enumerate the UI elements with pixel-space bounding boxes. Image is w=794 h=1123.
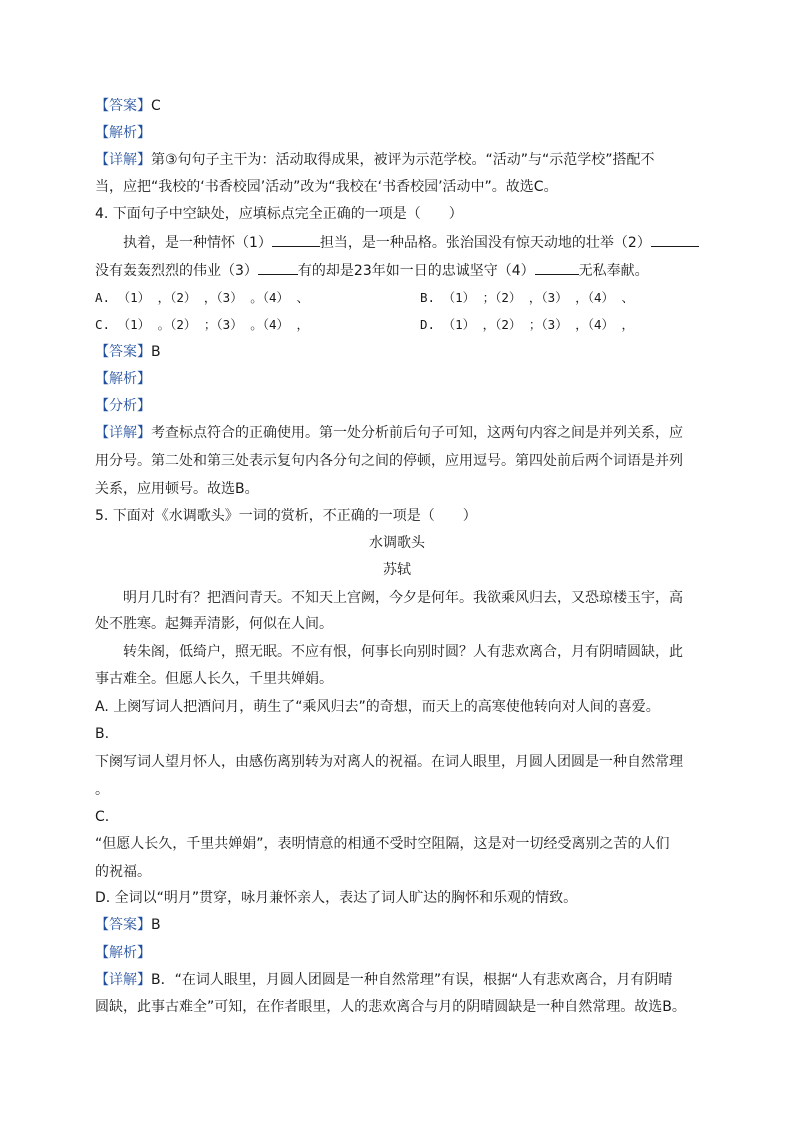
q4-answer-line (95, 342, 161, 362)
q4-analysis-tag: 【解析】 (95, 371, 151, 387)
answer-value: C (151, 98, 161, 114)
fill-blank (651, 232, 699, 247)
poem-author: 苏轼 (383, 562, 411, 578)
answer-tag: 【答案】 (95, 917, 151, 933)
q4-passage-line-1 (123, 232, 699, 253)
q5-analysis-tag: 【解析】 (95, 945, 151, 961)
q5-option-a: A. 上阕写词人把酒问月，萌生了“乘风归去”的奇想，而天上的高寒使他转向对人间的喜爱。 (95, 699, 660, 715)
detail-text: 第③句句子主干为：活动取得成果，被评为示范学校。“活动”与“示范学校”搭配不 (151, 152, 655, 168)
detail-tag: 【详解】 (95, 972, 151, 988)
detail-text: B．“在词人眼里，月圆人团圆是一种自然常理”有误，根据“人有悲欢离合，月有阴晴 (151, 972, 673, 988)
poem-line-4: 事古难全。但愿人长久，千里共婵娟。 (95, 671, 333, 687)
fill-blank (272, 232, 320, 247)
poem-line-2: 处不胜寒。起舞弄清影，何似在人间。 (95, 616, 333, 632)
answer-tag: 【答案】 (95, 98, 151, 114)
passage-text: 无私奉献。 (578, 263, 649, 279)
q5-answer-line (95, 915, 161, 935)
q4-fenxi-tag: 【分析】 (95, 398, 151, 414)
q4-detail-line-1 (95, 423, 683, 443)
poem-title: 水调歌头 (369, 535, 425, 551)
q3-detail-line-2: 当，应把“我校的‘书香校园’活动”改为“我校在‘书香校园’活动中”。故选C。 (95, 179, 558, 195)
detail-tag: 【详解】 (95, 152, 151, 168)
fill-blank (535, 260, 579, 275)
q4-option-a: A. （1） ，（2） ，（3） 。（4） 、 (95, 290, 310, 305)
q4-option-b: B. （1） ；（2） ，（3） ，（4） 、 (420, 290, 635, 305)
q5-detail-line-2: 圆缺，此事古难全”可知，在作者眼里，人的悲欢离合与月的阴晴圆缺是一种自然常理。故选B。 (95, 999, 686, 1015)
q4-detail-line-2: 用分号。第二处和第三处表示复句内各分句之间的停顿，应用逗号。第四处前后两个词语是并列 (95, 453, 683, 469)
q5-option-d: D. 全词以“明月”贯穿，咏月兼怀亲人，表达了词人旷达的胸怀和乐观的情致。 (95, 890, 578, 906)
q4-stem: 4. 下面句子中空缺处，应填标点完全正确的一项是（ ） (95, 206, 463, 222)
answer-tag: 【答案】 (95, 344, 151, 360)
q5-option-c-line-1: “但愿人长久，千里共婵娟”，表明情意的相通不受时空阻隔，这是对一切经受离别之苦的人们 (95, 836, 670, 852)
q3-answer-line (95, 96, 161, 116)
passage-text: 没有轰轰烈烈的伟业（3） (95, 263, 258, 279)
q5-option-c-line-2: 的祝福。 (95, 864, 151, 880)
q5-option-b-line-2: 。 (95, 782, 109, 798)
detail-tag: 【详解】 (95, 425, 151, 441)
q4-option-d: D. （1） ，（2） ；（3） ，（4） ， (420, 317, 635, 332)
q5-option-c-letter: C. (95, 809, 110, 825)
detail-text: 考查标点符合的正确使用。第一处分析前后句子可知，这两句内容之间是并列关系，应 (151, 425, 683, 441)
poem-line-1: 明月几时有？把酒问青天。不知天上宫阙，今夕是何年。我欲乘风归去，又恐琼楼玉宇，高 (123, 590, 683, 606)
q5-detail-line-1 (95, 970, 672, 990)
q4-detail-line-3: 关系，应用顿号。故选B。 (95, 481, 259, 497)
q4-option-c: C. （1） 。（2） ；（3） 。（4） ， (95, 317, 310, 332)
q3-analysis-tag: 【解析】 (95, 125, 151, 141)
answer-value: B (151, 344, 161, 360)
q5-stem: 5. 下面对《水调歌头》一词的赏析，不正确的一项是（ ） (95, 508, 477, 524)
q4-passage-line-2 (95, 260, 649, 281)
passage-text: 有的却是23年如一日的忠诚坚守（4） (297, 263, 535, 279)
poem-line-3: 转朱阁，低绮户，照无眠。不应有恨，何事长向别时圆？人有悲欢离合，月有阴晴圆缺，此 (123, 644, 683, 660)
q3-detail-line-1 (95, 150, 655, 170)
q5-option-b-letter: B. (95, 726, 110, 742)
passage-text: 担当，是一种品格。张治国没有惊天动地的壮举（2） (319, 235, 651, 251)
answer-value: B (151, 917, 161, 933)
passage-text: 执着，是一种情怀（1） (123, 235, 272, 251)
fill-blank (258, 260, 298, 275)
q5-option-b-line-1: 下阕写词人望月怀人，由感伤离别转为对离人的祝福。在词人眼里，月圆人团圆是一种自然常理 (95, 754, 683, 770)
